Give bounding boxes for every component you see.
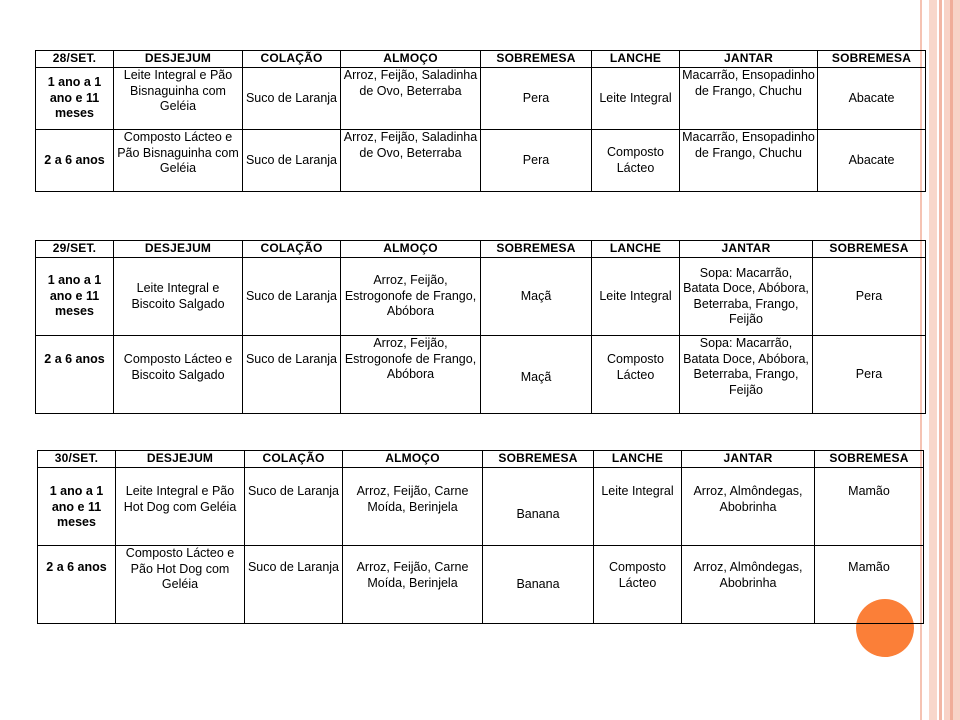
cell-jantar: Sopa: Macarrão, Batata Doce, Abóbora, Beterraba, Frango, Feijão [680, 258, 813, 336]
cell-desjejum: Leite Integral e Biscoito Salgado [114, 258, 243, 336]
cell-lanche: Composto Lácteo [592, 130, 680, 192]
cell-jantar: Arroz, Almôndegas, Abobrinha [682, 468, 815, 546]
decor-stripe [939, 0, 942, 720]
col-header-sobremesa-2: SOBREMESA [813, 241, 926, 258]
col-header-almoco: ALMOÇO [343, 451, 483, 468]
cell-colacao: Suco de Laranja [245, 546, 343, 624]
table-row [36, 68, 926, 130]
col-header-colacao: COLAÇÃO [243, 241, 341, 258]
cell-jantar: Macarrão, Ensopadinho de Frango, Chuchu [680, 130, 818, 192]
cell-colacao: Suco de Laranja [245, 468, 343, 546]
day-date: 28/SET. [36, 51, 114, 68]
cell-lanche: Leite Integral [592, 68, 680, 130]
cell-sobremesa-2: Pera [813, 258, 926, 336]
table-header-row [38, 451, 924, 468]
cell-desjejum: Leite Integral e Pão Hot Dog com Geléia [116, 468, 245, 546]
cell-sobremesa: Pera [481, 130, 592, 192]
col-header-colacao: COLAÇÃO [243, 51, 341, 68]
cell-sobremesa: Pera [481, 68, 592, 130]
day-date: 30/SET. [38, 451, 116, 468]
cell-jantar: Sopa: Macarrão, Batata Doce, Abóbora, Beterraba, Frango, Feijão [680, 336, 813, 414]
col-header-sobremesa: SOBREMESA [483, 451, 594, 468]
cell-almoco: Arroz, Feijão, Estrogonofe de Frango, Abóbora [341, 258, 481, 336]
cell-sobremesa-2: Mamão [815, 468, 924, 546]
col-header-desjejum: DESJEJUM [116, 451, 245, 468]
cell-jantar: Macarrão, Ensopadinho de Frango, Chuchu [680, 68, 818, 130]
col-header-sobremesa-2: SOBREMESA [818, 51, 926, 68]
col-header-sobremesa-2: SOBREMESA [815, 451, 924, 468]
col-header-almoco: ALMOÇO [341, 241, 481, 258]
cell-sobremesa-2: Abacate [818, 68, 926, 130]
table-row [36, 130, 926, 192]
age-group: 1 ano a 1 ano e 11 meses [36, 68, 114, 130]
col-header-desjejum: DESJEJUM [114, 51, 243, 68]
table-header-row [36, 51, 926, 68]
cell-almoco: Arroz, Feijão, Carne Moída, Berinjela [343, 468, 483, 546]
cell-jantar: Arroz, Almôndegas, Abobrinha [682, 546, 815, 624]
table-header-row [36, 241, 926, 258]
col-header-jantar: JANTAR [680, 241, 813, 258]
cell-sobremesa-2: Abacate [818, 130, 926, 192]
age-group: 1 ano a 1 ano e 11 meses [36, 258, 114, 336]
decor-stripe [950, 0, 953, 720]
cell-sobremesa-2: Mamão [815, 546, 924, 624]
age-group: 2 a 6 anos [36, 130, 114, 192]
col-header-desjejum: DESJEJUM [114, 241, 243, 258]
cell-sobremesa: Banana [483, 546, 594, 624]
cell-lanche: Composto Lácteo [592, 336, 680, 414]
cell-colacao: Suco de Laranja [243, 336, 341, 414]
decor-stripe [929, 0, 937, 720]
cell-almoco: Arroz, Feijão, Saladinha de Ovo, Beterraba [341, 68, 481, 130]
menu-table-day-2 [35, 240, 926, 414]
cell-almoco: Arroz, Feijão, Saladinha de Ovo, Beterraba [341, 130, 481, 192]
age-group: 2 a 6 anos [36, 336, 114, 414]
col-header-lanche: LANCHE [592, 51, 680, 68]
cell-colacao: Suco de Laranja [243, 130, 341, 192]
cell-sobremesa: Maçã [481, 258, 592, 336]
table-row [36, 258, 926, 336]
cell-lanche: Leite Integral [592, 258, 680, 336]
cell-colacao: Suco de Laranja [243, 258, 341, 336]
col-header-sobremesa: SOBREMESA [481, 51, 592, 68]
table-row [38, 468, 924, 546]
col-header-jantar: JANTAR [680, 51, 818, 68]
col-header-almoco: ALMOÇO [341, 51, 481, 68]
col-header-jantar: JANTAR [682, 451, 815, 468]
cell-almoco: Arroz, Feijão, Carne Moída, Berinjela [343, 546, 483, 624]
col-header-colacao: COLAÇÃO [245, 451, 343, 468]
menu-table-day-3 [37, 450, 924, 624]
cell-lanche: Composto Lácteo [594, 546, 682, 624]
age-group: 2 a 6 anos [38, 546, 116, 624]
day-date: 29/SET. [36, 241, 114, 258]
cell-almoco: Arroz, Feijão, Estrogonofe de Frango, Abóbora [341, 336, 481, 414]
cell-lanche: Leite Integral [594, 468, 682, 546]
cell-colacao: Suco de Laranja [243, 68, 341, 130]
cell-desjejum: Leite Integral e Pão Bisnaguinha com Geléia [114, 68, 243, 130]
cell-desjejum: Composto Lácteo e Pão Bisnaguinha com Geléia [114, 130, 243, 192]
cell-desjejum: Composto Lácteo e Biscoito Salgado [114, 336, 243, 414]
table-row [36, 336, 926, 414]
col-header-lanche: LANCHE [592, 241, 680, 258]
cell-desjejum: Composto Lácteo e Pão Hot Dog com Geléia [116, 546, 245, 624]
cell-sobremesa: Maçã [481, 336, 592, 414]
menu-table-day-1 [35, 50, 926, 192]
col-header-sobremesa: SOBREMESA [481, 241, 592, 258]
age-group: 1 ano a 1 ano e 11 meses [38, 468, 116, 546]
cell-sobremesa: Banana [483, 468, 594, 546]
table-row [38, 546, 924, 624]
col-header-lanche: LANCHE [594, 451, 682, 468]
cell-sobremesa-2: Pera [813, 336, 926, 414]
